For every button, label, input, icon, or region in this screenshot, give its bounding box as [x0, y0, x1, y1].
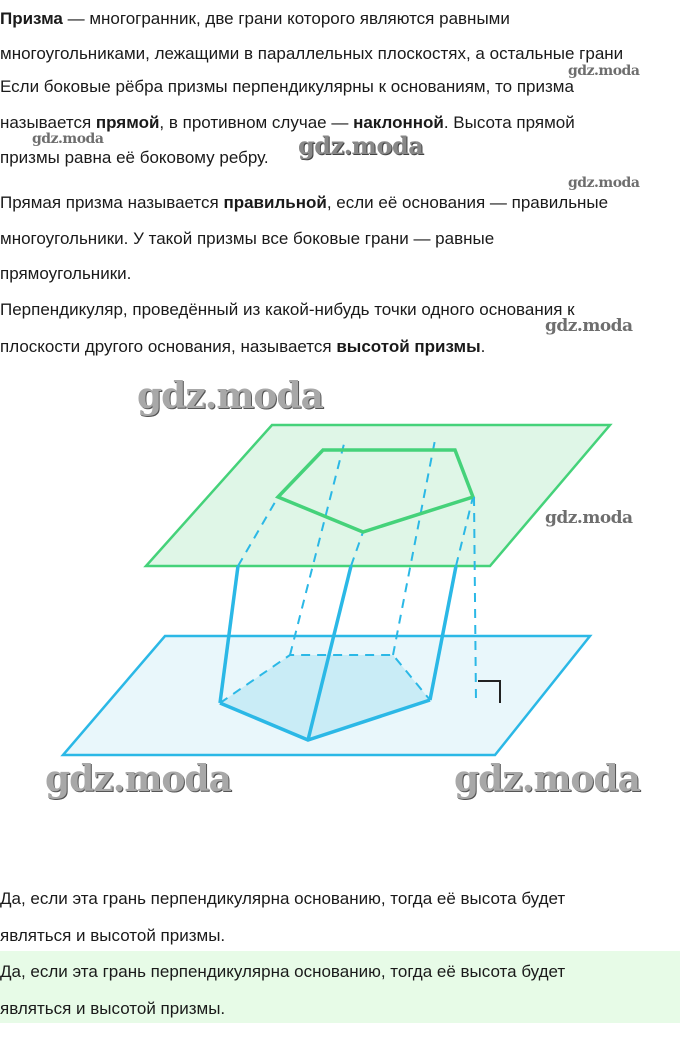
- theory-text: — многогранник, две грани которого являются равными: [62, 9, 510, 28]
- term-prism: Призма: [0, 9, 63, 28]
- theory-text: .: [480, 337, 486, 356]
- theory-text: плоскости другого основания, называется: [0, 337, 337, 356]
- theory-line-5: призмы равна её боковому ребру.: [0, 148, 269, 167]
- term-right: прямой: [95, 113, 160, 132]
- watermark: gdz.moda: [454, 758, 640, 800]
- answer-line-2: являться и высотой призмы.: [0, 926, 226, 945]
- watermark: gdz.moda: [568, 175, 640, 191]
- theory-line-8: прямоугольники.: [0, 264, 132, 283]
- watermark: gdz.moda: [137, 375, 323, 417]
- watermark: gdz.moda: [545, 508, 633, 528]
- watermark: gdz.moda: [545, 316, 633, 336]
- term-height: высотой призмы: [336, 337, 481, 356]
- answer-line-1: Да, если эта грань перпендикулярна основанию, тогда её высота будет: [0, 889, 566, 908]
- theory-line-2: многоугольниками, лежащими в параллельных плоскостях, а остальные грани: [0, 44, 624, 63]
- watermark: gdz.moda: [45, 758, 231, 800]
- theory-text: , в противном случае —: [159, 113, 354, 132]
- watermark: gdz.moda: [568, 63, 640, 79]
- theory-line-10: [0, 336, 485, 358]
- theory-line-7: многоугольники. У такой призмы все боковые грани — равные: [0, 229, 495, 248]
- highlighted-answer-line-2: являться и высотой призмы.: [0, 999, 226, 1018]
- theory-line-6: [0, 192, 608, 214]
- prism-figure: [0, 360, 680, 810]
- theory-line-1: [0, 8, 510, 30]
- term-regular: правильной: [223, 193, 327, 212]
- theory-line-3: Если боковые рёбра призмы перпендикулярны к основаниям, то призма: [0, 77, 574, 96]
- theory-text: . Высота прямой: [443, 113, 575, 132]
- watermark: gdz.moda: [32, 131, 104, 147]
- theory-text: называется: [0, 113, 96, 132]
- watermark: gdz.moda: [298, 131, 424, 160]
- top-plane: [146, 425, 610, 566]
- theory-line-9: Перпендикуляр, проведённый из какой-нибудь точки одного основания к: [0, 300, 575, 319]
- theory-text: , если её основания — правильные: [326, 193, 609, 212]
- highlighted-answer-line-1: Да, если эта грань перпендикулярна основанию, тогда её высота будет: [0, 962, 566, 981]
- theory-text: Прямая призма называется: [0, 193, 224, 212]
- term-oblique: наклонной: [353, 113, 444, 132]
